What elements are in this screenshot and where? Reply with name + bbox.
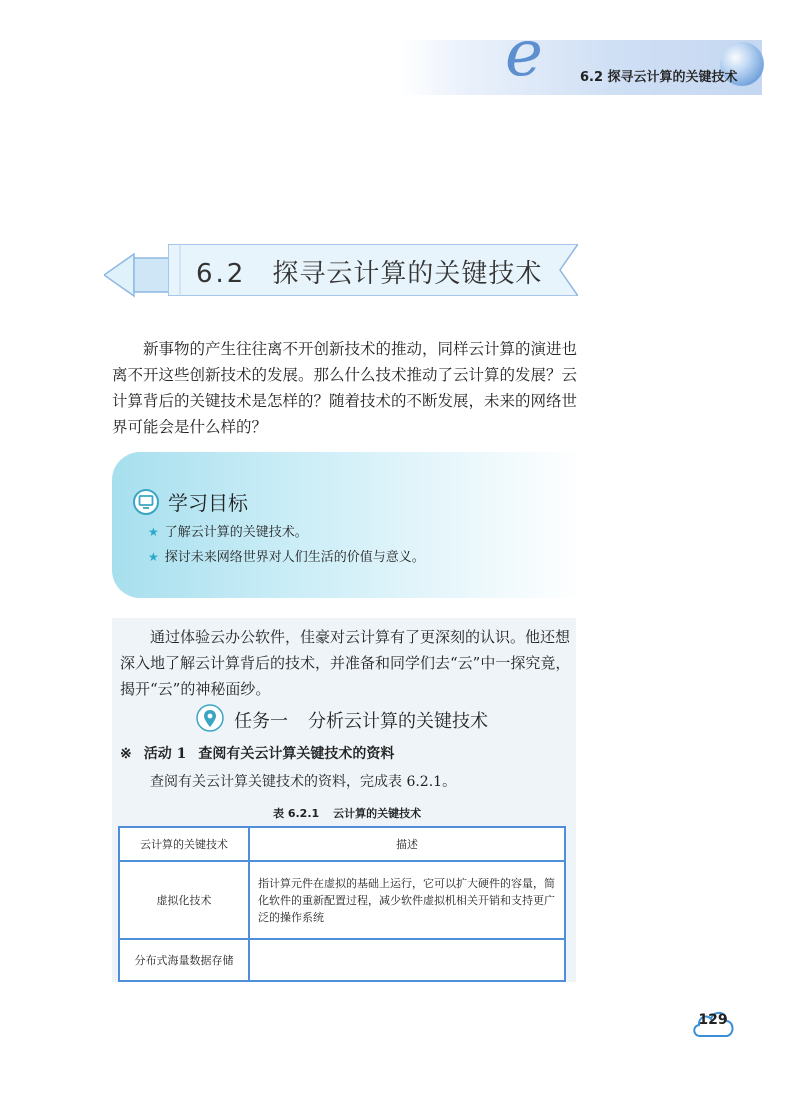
table-cell-name: 虚拟化技术 <box>119 861 249 939</box>
objective-item: ★ 了解云计算的关键技术。 <box>148 525 308 540</box>
learning-objectives-list <box>148 520 425 570</box>
key-technologies-table <box>118 826 566 982</box>
e-logo-icon: e <box>505 17 543 91</box>
activity-title: 查阅有关云计算关键技术的资料 <box>198 746 395 762</box>
location-pin-icon <box>196 704 224 734</box>
task-label: 任务一 <box>234 711 288 732</box>
objective-item: ★ 探讨未来网络世界对人们生活的价值与意义。 <box>148 550 425 565</box>
running-header-title: 6.2 探寻云计算的关键技术 <box>580 70 738 85</box>
scenario-paragraph: 通过体验云办公软件，佳豪对云计算有了更深刻的认识。他还想深入地了解云计算背后的技术，并准备和同学们去“云”中一探究竟，揭开“云”的神秘面纱。 <box>120 628 571 698</box>
activity-label: 活动 1 <box>143 746 187 762</box>
activity-heading <box>120 743 394 763</box>
section-title <box>196 253 542 290</box>
table-caption-title: 云计算的关键技术 <box>333 807 422 820</box>
learning-objectives-title: 学习目标 <box>168 491 248 515</box>
table-header-cell: 云计算的关键技术 <box>119 827 249 861</box>
table-cell-name: 分布式海量数据存储 <box>119 939 249 981</box>
activity-description: 查阅有关云计算关键技术的资料，完成表 6.2.1。 <box>150 774 457 790</box>
activity-marker: ※ <box>120 746 132 762</box>
page-number: 129 <box>698 1012 728 1028</box>
task-heading <box>234 707 488 733</box>
table-header-cell: 描述 <box>249 827 565 861</box>
monitor-icon <box>133 489 159 515</box>
section-number: 6.2 <box>196 259 247 289</box>
table-row <box>119 861 565 939</box>
table-cell-description: 指计算元件在虚拟的基础上运行，它可以扩大硬件的容量，简化软件的重新配置过程，减少软件虚拟机相关开销和支持更广泛的操作系统 <box>249 861 565 939</box>
table-cell-description-empty[interactable] <box>249 939 565 981</box>
table-caption <box>273 805 421 821</box>
table-row <box>119 939 565 981</box>
task-title-text: 分析云计算的关键技术 <box>308 711 488 732</box>
banner-arrow-icon <box>104 252 174 298</box>
table-caption-number: 表 6.2.1 <box>273 807 320 820</box>
star-icon: ★ <box>148 525 159 539</box>
table-header-row <box>119 827 565 861</box>
intro-paragraph: 新事物的产生往往离不开创新技术的推动，同样云计算的演进也离不开这些创新技术的发展。那么什么技术推动了云计算的发展？云计算背后的关键技术是怎样的？随着技术的不断发展，未来的网络世界可能会是什么样的？ <box>112 340 578 436</box>
star-icon: ★ <box>148 550 159 564</box>
section-title-text: 探寻云计算的关键技术 <box>272 259 543 289</box>
